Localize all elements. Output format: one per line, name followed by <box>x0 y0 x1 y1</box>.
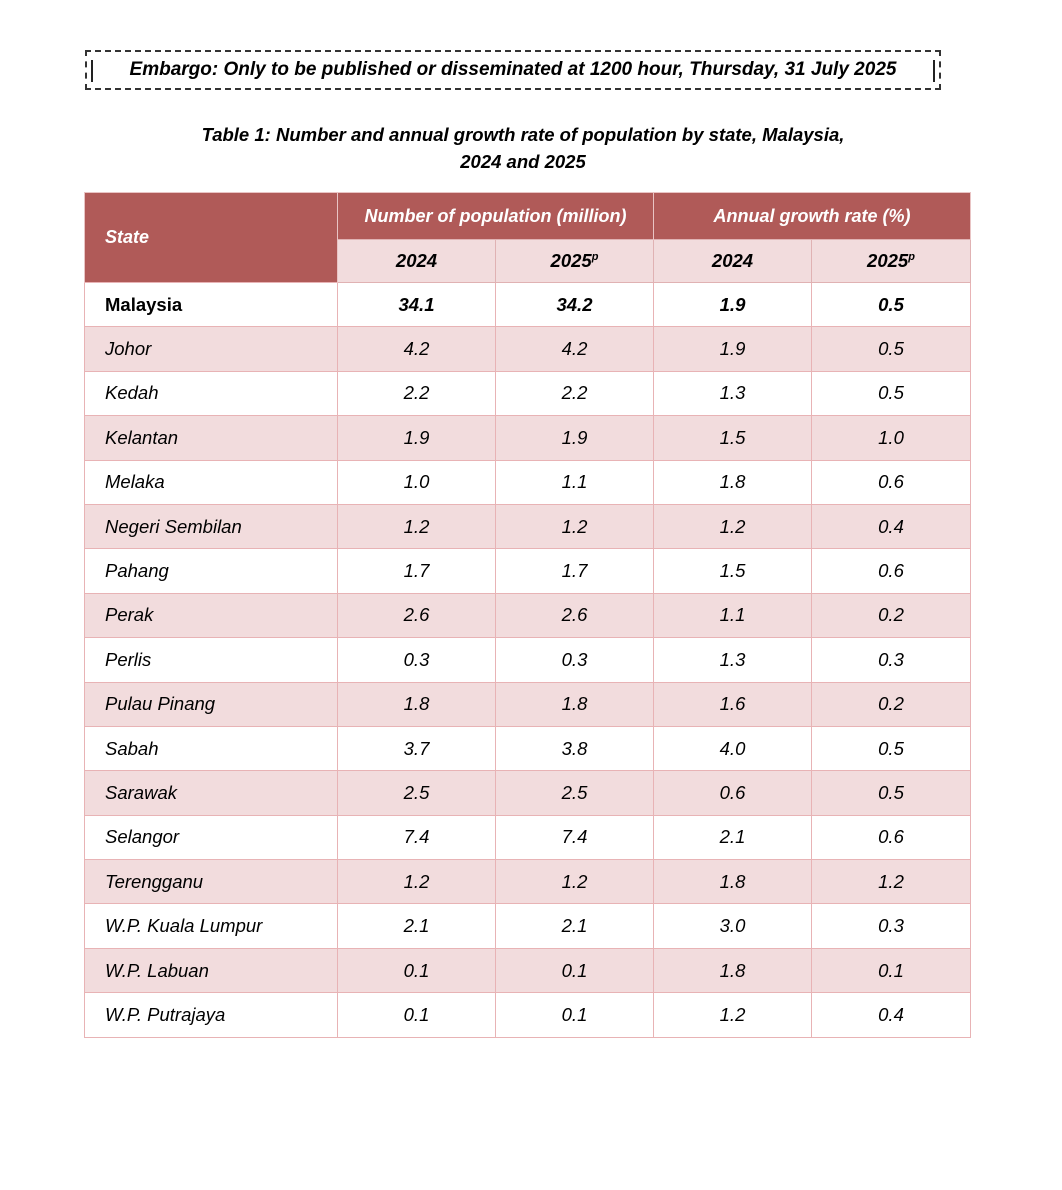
population-column-header: Number of population (million) <box>338 193 654 240</box>
population-2024-cell: 1.0 <box>338 460 496 504</box>
table-row <box>85 682 971 726</box>
growth-2025-cell: 0.5 <box>812 283 971 327</box>
embargo-right-bar <box>933 60 935 82</box>
growth-2025-cell: 0.4 <box>812 993 971 1037</box>
table-row <box>85 771 971 815</box>
state-cell: Perlis <box>85 638 338 682</box>
growth-2024-cell: 0.6 <box>654 771 812 815</box>
growth-2025-cell: 0.5 <box>812 771 971 815</box>
state-cell: Pahang <box>85 549 338 593</box>
table-title-line-1: Table 1: Number and annual growth rate of population by state, Malaysia, <box>201 124 845 145</box>
growth-2025-cell: 0.4 <box>812 504 971 548</box>
growth-2025-cell: 0.2 <box>812 593 971 637</box>
state-cell: Kelantan <box>85 416 338 460</box>
total-row <box>85 283 971 327</box>
population-2025-cell: 1.1 <box>496 460 654 504</box>
state-cell: Johor <box>85 327 338 371</box>
state-cell: Sarawak <box>85 771 338 815</box>
year-label: 2025 <box>867 250 909 271</box>
growth-2025-cell: 0.3 <box>812 904 971 948</box>
growth-2024-cell: 1.8 <box>654 948 812 992</box>
state-column-header: State <box>85 193 338 283</box>
population-2025-cell: 2.1 <box>496 904 654 948</box>
population-2024-cell: 1.9 <box>338 416 496 460</box>
growth-2025-cell: 0.3 <box>812 638 971 682</box>
growth-2025-cell: 0.6 <box>812 815 971 859</box>
growth-2024-cell: 3.0 <box>654 904 812 948</box>
population-2024-cell: 1.2 <box>338 504 496 548</box>
state-cell: Kedah <box>85 371 338 415</box>
table-row <box>85 638 971 682</box>
population-2024-header <box>338 240 496 283</box>
provisional-mark: p <box>591 250 599 263</box>
table-row <box>85 549 971 593</box>
growth-2024-cell: 1.6 <box>654 682 812 726</box>
growth-2024-cell: 1.9 <box>654 327 812 371</box>
growth-2025-cell: 1.2 <box>812 860 971 904</box>
growth-2024-cell: 1.8 <box>654 860 812 904</box>
state-cell: Malaysia <box>85 283 338 327</box>
embargo-left-bar <box>91 60 93 82</box>
state-cell: W.P. Putrajaya <box>85 993 338 1037</box>
population-2025-cell: 7.4 <box>496 815 654 859</box>
growth-2024-cell: 1.3 <box>654 371 812 415</box>
population-2025-cell: 1.2 <box>496 860 654 904</box>
growth-2025-cell: 0.1 <box>812 948 971 992</box>
population-2025-cell: 2.2 <box>496 371 654 415</box>
state-cell: Pulau Pinang <box>85 682 338 726</box>
state-cell: W.P. Kuala Lumpur <box>85 904 338 948</box>
growth-2025-cell: 1.0 <box>812 416 971 460</box>
growth-2024-cell: 1.3 <box>654 638 812 682</box>
growth-2024-cell: 1.1 <box>654 593 812 637</box>
population-2025-cell: 1.9 <box>496 416 654 460</box>
population-2025-cell: 2.5 <box>496 771 654 815</box>
population-2025-cell: 1.7 <box>496 549 654 593</box>
table-body <box>85 283 971 1038</box>
table-row <box>85 504 971 548</box>
growth-2025-cell: 0.5 <box>812 327 971 371</box>
population-2025-cell: 3.8 <box>496 726 654 770</box>
growth-2025-cell: 0.5 <box>812 371 971 415</box>
population-2024-cell: 7.4 <box>338 815 496 859</box>
population-2025-cell: 0.3 <box>496 638 654 682</box>
population-2025-cell: 1.2 <box>496 504 654 548</box>
growth-2025-header <box>812 240 971 283</box>
population-2024-cell: 1.7 <box>338 549 496 593</box>
population-2024-cell: 0.1 <box>338 948 496 992</box>
embargo-text: Embargo: Only to be published or disseminated at 1200 hour, Thursday, 31 July 2025 <box>129 59 897 80</box>
growth-2024-cell: 1.9 <box>654 283 812 327</box>
population-2025-cell: 1.8 <box>496 682 654 726</box>
state-cell: Selangor <box>85 815 338 859</box>
year-label: 2024 <box>711 250 754 271</box>
growth-2024-cell: 1.2 <box>654 504 812 548</box>
population-2024-cell: 3.7 <box>338 726 496 770</box>
table-row <box>85 593 971 637</box>
table-row <box>85 815 971 859</box>
population-2024-cell: 4.2 <box>338 327 496 371</box>
population-2025-header <box>496 240 654 283</box>
growth-2024-cell: 1.2 <box>654 993 812 1037</box>
growth-2024-cell: 1.5 <box>654 549 812 593</box>
population-2024-cell: 0.1 <box>338 993 496 1037</box>
population-2024-cell: 0.3 <box>338 638 496 682</box>
population-2024-cell: 2.1 <box>338 904 496 948</box>
population-2025-cell: 34.2 <box>496 283 654 327</box>
state-cell: Terengganu <box>85 860 338 904</box>
population-2025-cell: 4.2 <box>496 327 654 371</box>
growth-2025-cell: 0.5 <box>812 726 971 770</box>
population-2024-cell: 1.2 <box>338 860 496 904</box>
year-label: 2025 <box>550 250 592 271</box>
state-cell: W.P. Labuan <box>85 948 338 992</box>
state-cell: Negeri Sembilan <box>85 504 338 548</box>
table-row <box>85 904 971 948</box>
growth-2025-cell: 0.6 <box>812 549 971 593</box>
population-2025-cell: 0.1 <box>496 948 654 992</box>
state-cell: Sabah <box>85 726 338 770</box>
growth-2025-cell: 0.2 <box>812 682 971 726</box>
table-row <box>85 416 971 460</box>
population-table <box>84 192 971 1038</box>
population-2024-cell: 1.8 <box>338 682 496 726</box>
table-row <box>85 948 971 992</box>
table-row <box>85 726 971 770</box>
table-row <box>85 371 971 415</box>
growth-rate-column-header: Annual growth rate (%) <box>654 193 971 240</box>
growth-2025-cell: 0.6 <box>812 460 971 504</box>
table-title-line-2: 2024 and 2025 <box>460 151 586 172</box>
population-2024-cell: 34.1 <box>338 283 496 327</box>
table-row <box>85 993 971 1037</box>
year-label: 2024 <box>395 250 438 271</box>
table-row <box>85 327 971 371</box>
population-2024-cell: 2.5 <box>338 771 496 815</box>
embargo-notice <box>85 50 941 90</box>
provisional-mark: p <box>908 250 915 263</box>
growth-2024-cell: 1.5 <box>654 416 812 460</box>
population-2024-cell: 2.2 <box>338 371 496 415</box>
table-row <box>85 860 971 904</box>
table-header <box>85 193 971 283</box>
state-cell: Perak <box>85 593 338 637</box>
population-2025-cell: 2.6 <box>496 593 654 637</box>
growth-2024-cell: 4.0 <box>654 726 812 770</box>
state-cell: Melaka <box>85 460 338 504</box>
table-title <box>100 121 946 175</box>
growth-2024-cell: 1.8 <box>654 460 812 504</box>
population-2024-cell: 2.6 <box>338 593 496 637</box>
table-row <box>85 460 971 504</box>
growth-2024-header <box>654 240 812 283</box>
growth-2024-cell: 2.1 <box>654 815 812 859</box>
population-2025-cell: 0.1 <box>496 993 654 1037</box>
